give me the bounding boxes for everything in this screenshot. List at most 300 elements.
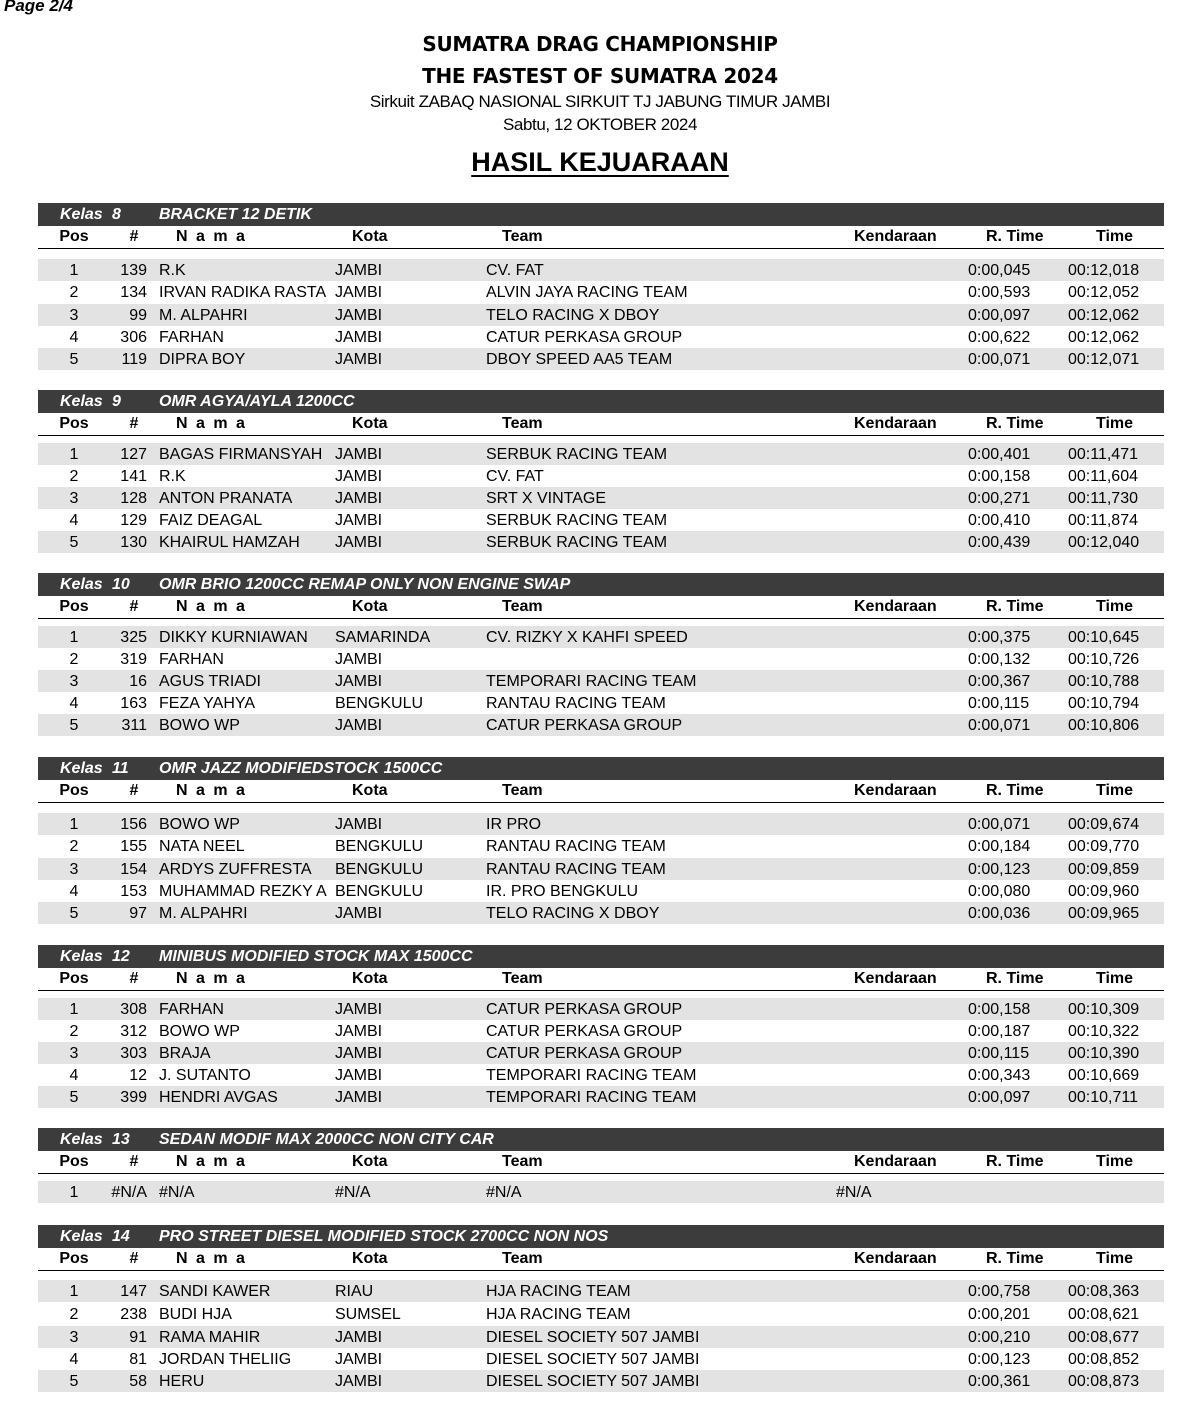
table-row xyxy=(38,714,1164,736)
column-header-time: Time xyxy=(1096,970,1134,987)
table-row xyxy=(38,1042,1164,1064)
column-header-num: # xyxy=(129,1250,139,1267)
cell-num: 130 xyxy=(120,534,147,551)
cell-pos: 1 xyxy=(69,1184,79,1201)
class-number: 9 xyxy=(112,393,121,410)
table-row xyxy=(38,304,1164,326)
column-header-rtime: R. Time xyxy=(986,970,1044,987)
column-header-team: Team xyxy=(502,415,543,432)
cell-time: 00:09,770 xyxy=(1068,838,1140,855)
cell-kota: JAMBI xyxy=(335,262,383,279)
cell-rtime: 0:00,184 xyxy=(968,838,1031,855)
column-header-num: # xyxy=(129,415,139,432)
cell-pos: 5 xyxy=(69,534,79,551)
cell-kota: SUMSEL xyxy=(335,1306,401,1323)
column-header-row xyxy=(38,780,1164,803)
cell-kota: JAMBI xyxy=(335,351,383,368)
class-header-bar xyxy=(38,203,1164,226)
cell-time: 00:09,965 xyxy=(1068,905,1140,922)
cell-num: 311 xyxy=(121,717,147,734)
column-header-num: # xyxy=(129,228,139,245)
class-label: Kelas xyxy=(60,948,103,965)
cell-pos: 1 xyxy=(69,1283,79,1300)
cell-pos: 5 xyxy=(69,1373,79,1390)
column-header-num: # xyxy=(129,1153,139,1170)
cell-pos: 2 xyxy=(69,284,79,301)
cell-time: 00:10,322 xyxy=(1068,1023,1140,1040)
cell-num: 12 xyxy=(129,1067,147,1084)
cell-time: 00:09,859 xyxy=(1068,861,1140,878)
cell-nama: IRVAN RADIKA RASTA xyxy=(159,284,327,301)
column-header-pos: Pos xyxy=(59,782,89,799)
cell-pos: 5 xyxy=(69,717,79,734)
cell-time: 00:12,040 xyxy=(1068,534,1140,551)
column-header-kota: Kota xyxy=(352,598,388,615)
cell-rtime: 0:00,401 xyxy=(968,446,1031,463)
cell-pos: 4 xyxy=(69,329,79,346)
class-header-bar xyxy=(38,390,1164,413)
cell-team: CV. RIZKY X KAHFI SPEED xyxy=(486,629,688,646)
column-header-num: # xyxy=(129,598,139,615)
column-header-pos: Pos xyxy=(59,598,89,615)
cell-nama: #N/A xyxy=(159,1184,195,1201)
cell-kota: #N/A xyxy=(335,1184,371,1201)
cell-nama: JORDAN THELIIG xyxy=(159,1351,292,1368)
cell-kota: JAMBI xyxy=(335,717,383,734)
cell-pos: 1 xyxy=(69,629,79,646)
cell-num: 156 xyxy=(120,816,147,833)
cell-rtime: 0:00,593 xyxy=(968,284,1031,301)
table-row xyxy=(38,1020,1164,1042)
cell-pos: 5 xyxy=(69,905,79,922)
column-header-row xyxy=(38,1248,1164,1271)
cell-time: 00:09,674 xyxy=(1068,816,1140,833)
column-header-kendaraan: Kendaraan xyxy=(854,782,937,799)
column-header-time: Time xyxy=(1096,228,1134,245)
cell-pos: 1 xyxy=(69,816,79,833)
column-header-row xyxy=(38,596,1164,619)
cell-team: CATUR PERKASA GROUP xyxy=(486,717,683,734)
table-row xyxy=(38,998,1164,1020)
table-row xyxy=(38,443,1164,465)
cell-nama: RAMA MAHIR xyxy=(159,1329,261,1346)
class-title: SEDAN MODIF MAX 2000CC NON CITY CAR xyxy=(159,1131,494,1148)
table-row xyxy=(38,487,1164,509)
column-header-rtime: R. Time xyxy=(986,228,1044,245)
cell-rtime: 0:00,123 xyxy=(968,861,1031,878)
cell-kota: JAMBI xyxy=(335,1001,383,1018)
cell-rtime: 0:00,343 xyxy=(968,1067,1031,1084)
class-title: PRO STREET DIESEL MODIFIED STOCK 2700CC NON NOS xyxy=(159,1228,609,1245)
cell-kota: JAMBI xyxy=(335,1023,383,1040)
cell-pos: 2 xyxy=(69,468,79,485)
column-header-team: Team xyxy=(502,1250,543,1267)
cell-team: TEMPORARI RACING TEAM xyxy=(486,1067,697,1084)
cell-rtime: 0:00,758 xyxy=(968,1283,1031,1300)
cell-num: 127 xyxy=(120,446,147,463)
results-heading: HASIL KEJUARAAN xyxy=(471,147,729,177)
cell-nama: HERU xyxy=(159,1373,205,1390)
table-row xyxy=(38,1181,1164,1203)
column-header-nama: N a m a xyxy=(176,598,247,615)
column-header-team: Team xyxy=(502,228,543,245)
cell-time: 00:12,052 xyxy=(1068,284,1140,301)
column-header-row xyxy=(38,226,1164,249)
cell-time: 00:08,621 xyxy=(1068,1306,1140,1323)
class-number: 14 xyxy=(112,1228,130,1245)
cell-rtime: 0:00,115 xyxy=(968,695,1030,712)
cell-num: 153 xyxy=(120,883,147,900)
cell-rtime: 0:00,622 xyxy=(968,329,1031,346)
table-row xyxy=(38,531,1164,553)
table-row xyxy=(38,326,1164,348)
cell-team: RANTAU RACING TEAM xyxy=(486,838,666,855)
cell-rtime: 0:00,071 xyxy=(968,717,1031,734)
cell-num: 81 xyxy=(129,1351,147,1368)
cell-team: TELO RACING X DBOY xyxy=(486,905,660,922)
cell-nama: MUHAMMAD REZKY A xyxy=(159,883,327,900)
cell-kota: JAMBI xyxy=(335,490,383,507)
cell-pos: 1 xyxy=(69,1001,79,1018)
cell-kota: JAMBI xyxy=(335,905,383,922)
cell-num: 129 xyxy=(120,512,147,529)
table-row xyxy=(38,465,1164,487)
cell-time: 00:10,806 xyxy=(1068,717,1140,734)
cell-team: RANTAU RACING TEAM xyxy=(486,695,666,712)
cell-nama: J. SUTANTO xyxy=(159,1067,251,1084)
column-header-nama: N a m a xyxy=(176,1250,247,1267)
cell-num: 58 xyxy=(129,1373,147,1390)
cell-team: CATUR PERKASA GROUP xyxy=(486,1001,683,1018)
table-row xyxy=(38,813,1164,835)
cell-rtime: 0:00,097 xyxy=(968,307,1031,324)
table-row xyxy=(38,1280,1164,1302)
class-header-bar xyxy=(38,1128,1164,1151)
cell-kota: JAMBI xyxy=(335,1045,383,1062)
cell-kota: JAMBI xyxy=(335,1067,383,1084)
cell-num: 308 xyxy=(120,1001,147,1018)
column-header-kota: Kota xyxy=(352,970,388,987)
class-title: MINIBUS MODIFIED STOCK MAX 1500CC xyxy=(159,948,473,965)
cell-time: 00:11,604 xyxy=(1068,468,1138,485)
table-row xyxy=(38,1348,1164,1370)
column-header-num: # xyxy=(129,970,139,987)
table-row xyxy=(38,1370,1164,1392)
cell-time: 00:12,071 xyxy=(1068,351,1140,368)
column-header-rtime: R. Time xyxy=(986,782,1044,799)
column-header-pos: Pos xyxy=(59,1250,89,1267)
cell-time: 00:10,645 xyxy=(1068,629,1140,646)
class-number: 10 xyxy=(112,576,130,593)
cell-pos: 3 xyxy=(69,307,79,324)
cell-team: CV. FAT xyxy=(486,468,544,485)
cell-num: 399 xyxy=(120,1089,147,1106)
cell-kota: JAMBI xyxy=(335,512,383,529)
cell-team: TELO RACING X DBOY xyxy=(486,307,660,324)
cell-rtime: 0:00,097 xyxy=(968,1089,1031,1106)
cell-nama: HENDRI AVGAS xyxy=(159,1089,278,1106)
cell-pos: 2 xyxy=(69,838,79,855)
cell-kendaraan: #N/A xyxy=(836,1184,872,1201)
column-header-team: Team xyxy=(502,1153,543,1170)
cell-num: 154 xyxy=(120,861,147,878)
cell-pos: 4 xyxy=(69,1351,79,1368)
class-label: Kelas xyxy=(60,760,103,777)
cell-time: 00:09,960 xyxy=(1068,883,1140,900)
cell-team: SRT X VINTAGE xyxy=(486,490,607,507)
table-row xyxy=(38,902,1164,924)
cell-rtime: 0:00,158 xyxy=(968,468,1031,485)
cell-time: 00:11,874 xyxy=(1068,512,1138,529)
column-header-rtime: R. Time xyxy=(986,1250,1044,1267)
cell-pos: 1 xyxy=(69,446,79,463)
cell-nama: FARHAN xyxy=(159,329,224,346)
cell-nama: FAIZ DEAGAL xyxy=(159,512,263,529)
cell-team: DIESEL SOCIETY 507 JAMBI xyxy=(486,1351,700,1368)
cell-kota: JAMBI xyxy=(335,307,383,324)
table-row xyxy=(38,692,1164,714)
table-row xyxy=(38,281,1164,303)
event-subtitle: THE FASTEST OF SUMATRA 2024 xyxy=(422,64,778,88)
cell-pos: 3 xyxy=(69,861,79,878)
column-header-kota: Kota xyxy=(352,1250,388,1267)
cell-num: 303 xyxy=(120,1045,147,1062)
cell-num: #N/A xyxy=(111,1184,147,1201)
cell-kota: JAMBI xyxy=(335,1089,383,1106)
cell-num: 163 xyxy=(120,695,147,712)
cell-num: 155 xyxy=(120,838,147,855)
column-header-rtime: R. Time xyxy=(986,598,1044,615)
cell-num: 99 xyxy=(129,307,147,324)
cell-rtime: 0:00,367 xyxy=(968,673,1031,690)
cell-team: RANTAU RACING TEAM xyxy=(486,861,666,878)
column-header-nama: N a m a xyxy=(176,970,247,987)
cell-nama: FEZA YAHYA xyxy=(159,695,256,712)
cell-team: HJA RACING TEAM xyxy=(486,1306,631,1323)
cell-kota: JAMBI xyxy=(335,1351,383,1368)
cell-rtime: 0:00,071 xyxy=(968,351,1031,368)
cell-team: CV. FAT xyxy=(486,262,544,279)
event-date: Sabtu, 12 OKTOBER 2024 xyxy=(502,115,698,134)
cell-rtime: 0:00,210 xyxy=(968,1329,1031,1346)
cell-rtime: 0:00,123 xyxy=(968,1351,1031,1368)
cell-time: 00:12,062 xyxy=(1068,307,1140,324)
cell-nama: BRAJA xyxy=(159,1045,211,1062)
column-header-nama: N a m a xyxy=(176,1153,247,1170)
cell-team: SERBUK RACING TEAM xyxy=(486,446,668,463)
column-header-kota: Kota xyxy=(352,415,388,432)
cell-pos: 2 xyxy=(69,651,79,668)
cell-time: 00:10,669 xyxy=(1068,1067,1140,1084)
cell-rtime: 0:00,080 xyxy=(968,883,1031,900)
cell-time: 00:08,363 xyxy=(1068,1283,1140,1300)
cell-num: 312 xyxy=(120,1023,147,1040)
column-header-kendaraan: Kendaraan xyxy=(854,970,937,987)
cell-rtime: 0:00,115 xyxy=(968,1045,1030,1062)
cell-rtime: 0:00,361 xyxy=(968,1373,1031,1390)
cell-team: ALVIN JAYA RACING TEAM xyxy=(486,284,688,301)
cell-nama: M. ALPAHRI xyxy=(159,307,248,324)
cell-nama: M. ALPAHRI xyxy=(159,905,248,922)
cell-team: CATUR PERKASA GROUP xyxy=(486,329,683,346)
cell-pos: 1 xyxy=(69,262,79,279)
cell-team: TEMPORARI RACING TEAM xyxy=(486,673,697,690)
cell-rtime: 0:00,071 xyxy=(968,816,1031,833)
cell-pos: 4 xyxy=(69,512,79,529)
cell-time: 00:10,309 xyxy=(1068,1001,1140,1018)
cell-team: IR. PRO BENGKULU xyxy=(486,883,639,900)
column-header-kendaraan: Kendaraan xyxy=(854,598,937,615)
cell-time: 00:12,062 xyxy=(1068,329,1140,346)
cell-kota: JAMBI xyxy=(335,673,383,690)
cell-num: 325 xyxy=(120,629,147,646)
table-row xyxy=(38,348,1164,370)
cell-nama: AGUS TRIADI xyxy=(159,673,261,690)
class-label: Kelas xyxy=(60,1131,103,1148)
cell-kota: JAMBI xyxy=(335,651,383,668)
cell-nama: DIKKY KURNIAWAN xyxy=(159,629,308,646)
cell-team: SERBUK RACING TEAM xyxy=(486,512,668,529)
cell-rtime: 0:00,439 xyxy=(968,534,1031,551)
cell-num: 139 xyxy=(120,262,147,279)
cell-team: IR PRO xyxy=(486,816,542,833)
cell-nama: BOWO WP xyxy=(159,816,240,833)
column-header-num: # xyxy=(129,782,139,799)
cell-time: 00:11,730 xyxy=(1068,490,1138,507)
cell-team: CATUR PERKASA GROUP xyxy=(486,1045,683,1062)
class-number: 11 xyxy=(112,760,129,777)
table-row xyxy=(38,670,1164,692)
column-header-kendaraan: Kendaraan xyxy=(854,228,937,245)
class-number: 12 xyxy=(112,948,130,965)
column-header-time: Time xyxy=(1096,415,1134,432)
event-venue: Sirkuit ZABAQ NASIONAL SIRKUIT TJ JABUNG TIMUR JAMBI xyxy=(369,92,831,111)
column-header-nama: N a m a xyxy=(176,782,247,799)
cell-pos: 4 xyxy=(69,695,79,712)
column-header-pos: Pos xyxy=(59,415,89,432)
table-row xyxy=(38,1086,1164,1108)
cell-nama: BOWO WP xyxy=(159,1023,240,1040)
table-row xyxy=(38,259,1164,281)
cell-nama: BAGAS FIRMANSYAH xyxy=(159,446,323,463)
cell-rtime: 0:00,132 xyxy=(968,651,1031,668)
class-title: OMR BRIO 1200CC REMAP ONLY NON ENGINE SWAP xyxy=(159,576,571,593)
page-number: Page 2/4 xyxy=(4,0,73,15)
column-header-time: Time xyxy=(1096,782,1134,799)
cell-nama: R.K xyxy=(159,468,186,485)
cell-num: 119 xyxy=(121,351,147,368)
cell-num: 91 xyxy=(129,1329,147,1346)
cell-num: 238 xyxy=(120,1306,147,1323)
cell-pos: 4 xyxy=(69,883,79,900)
cell-rtime: 0:00,271 xyxy=(968,490,1031,507)
cell-pos: 2 xyxy=(69,1023,79,1040)
table-row xyxy=(38,626,1164,648)
cell-kota: BENGKULU xyxy=(335,861,424,878)
table-row xyxy=(38,880,1164,902)
cell-num: 141 xyxy=(120,468,147,485)
cell-time: 00:10,726 xyxy=(1068,651,1140,668)
cell-num: 97 xyxy=(129,905,147,922)
table-row xyxy=(38,1064,1164,1086)
cell-time: 00:10,794 xyxy=(1068,695,1140,712)
cell-pos: 2 xyxy=(69,1306,79,1323)
class-header-bar xyxy=(38,1225,1164,1248)
cell-rtime: 0:00,036 xyxy=(968,905,1031,922)
cell-nama: DIPRA BOY xyxy=(159,351,246,368)
column-header-time: Time xyxy=(1096,1250,1134,1267)
cell-kota: JAMBI xyxy=(335,329,383,346)
class-number: 13 xyxy=(112,1131,130,1148)
column-header-row xyxy=(38,968,1164,991)
cell-team: #N/A xyxy=(486,1184,522,1201)
cell-team: DIESEL SOCIETY 507 JAMBI xyxy=(486,1373,700,1390)
column-header-pos: Pos xyxy=(59,1153,89,1170)
cell-time: 00:12,018 xyxy=(1068,262,1140,279)
cell-rtime: 0:00,158 xyxy=(968,1001,1031,1018)
cell-kota: JAMBI xyxy=(335,446,383,463)
column-header-kota: Kota xyxy=(352,228,388,245)
cell-num: 147 xyxy=(120,1283,147,1300)
class-number: 8 xyxy=(112,206,121,223)
column-header-nama: N a m a xyxy=(176,415,247,432)
class-label: Kelas xyxy=(60,393,103,410)
column-header-kendaraan: Kendaraan xyxy=(854,1250,937,1267)
cell-nama: R.K xyxy=(159,262,186,279)
event-title: SUMATRA DRAG CHAMPIONSHIP xyxy=(422,32,778,56)
cell-kota: JAMBI xyxy=(335,284,383,301)
cell-pos: 4 xyxy=(69,1067,79,1084)
column-header-rtime: R. Time xyxy=(986,1153,1044,1170)
class-label: Kelas xyxy=(60,1228,103,1245)
cell-kota: JAMBI xyxy=(335,1329,383,1346)
table-row xyxy=(38,858,1164,880)
column-header-row xyxy=(38,1151,1164,1174)
table-row xyxy=(38,835,1164,857)
class-header-bar xyxy=(38,757,1164,780)
cell-team: DBOY SPEED AA5 TEAM xyxy=(486,351,673,368)
table-row xyxy=(38,1326,1164,1348)
class-title: BRACKET 12 DETIK xyxy=(159,206,312,223)
cell-pos: 3 xyxy=(69,1045,79,1062)
cell-nama: ARDYS ZUFFRESTA xyxy=(159,861,312,878)
column-header-team: Team xyxy=(502,782,543,799)
cell-nama: NATA NEEL xyxy=(159,838,245,855)
cell-team: TEMPORARI RACING TEAM xyxy=(486,1089,697,1106)
cell-team: SERBUK RACING TEAM xyxy=(486,534,668,551)
cell-rtime: 0:00,375 xyxy=(968,629,1031,646)
cell-kota: JAMBI xyxy=(335,816,383,833)
table-row xyxy=(38,1303,1164,1325)
class-label: Kelas xyxy=(60,576,103,593)
column-header-row xyxy=(38,413,1164,436)
column-header-nama: N a m a xyxy=(176,228,247,245)
cell-time: 00:08,873 xyxy=(1068,1373,1140,1390)
cell-time: 00:10,390 xyxy=(1068,1045,1140,1062)
column-header-team: Team xyxy=(502,598,543,615)
cell-time: 00:08,852 xyxy=(1068,1351,1140,1368)
class-header-bar xyxy=(38,945,1164,968)
class-header-bar xyxy=(38,573,1164,596)
column-header-time: Time xyxy=(1096,1153,1134,1170)
cell-time: 00:10,711 xyxy=(1068,1089,1138,1106)
cell-time: 00:10,788 xyxy=(1068,673,1140,690)
column-header-kota: Kota xyxy=(352,782,388,799)
column-header-kendaraan: Kendaraan xyxy=(854,1153,937,1170)
cell-nama: BOWO WP xyxy=(159,717,240,734)
cell-rtime: 0:00,410 xyxy=(968,512,1031,529)
cell-kota: RIAU xyxy=(335,1283,374,1300)
